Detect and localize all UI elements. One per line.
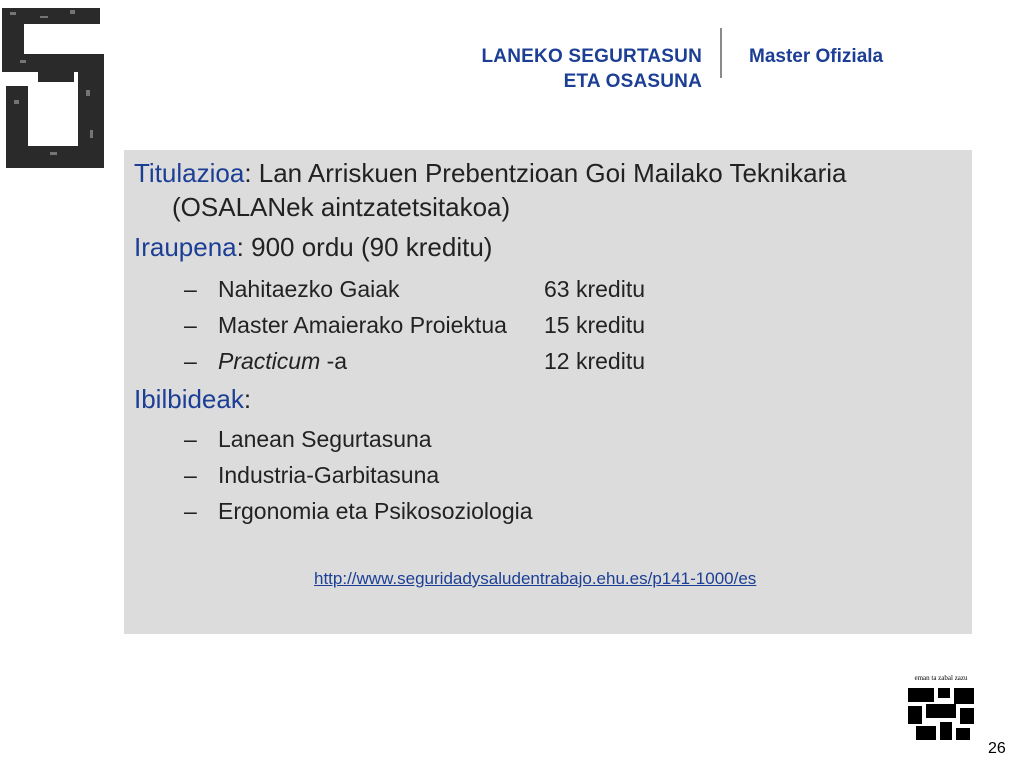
content-panel — [124, 150, 972, 634]
university-logo — [904, 674, 978, 740]
university-emblem-icon — [904, 684, 978, 742]
list-dash: – — [184, 312, 197, 338]
iraupena-value: : 900 ordu (90 kreditu) — [236, 232, 493, 262]
list-dash: – — [184, 462, 197, 488]
iraupena-key: Iraupena — [134, 232, 237, 262]
path-name: Ergonomia eta Psikosoziologia — [218, 498, 533, 524]
path-name: Lanean Segurtasuna — [218, 426, 432, 452]
path-row — [184, 460, 439, 490]
header-title — [482, 44, 703, 94]
list-dash: – — [184, 498, 197, 524]
website-link[interactable]: http://www.seguridadysaludentrabajo.ehu.es/p141-1000/es — [314, 569, 757, 588]
titulazioa-item — [134, 156, 847, 224]
credit-row — [184, 274, 645, 304]
credit-value: 15 kreditu — [544, 312, 646, 338]
header-divider — [720, 28, 722, 78]
ibilbideak-key: Ibilbideak — [134, 384, 244, 414]
list-dash: – — [184, 348, 197, 374]
logo-tagline: eman ta zabal zazu — [914, 674, 968, 682]
list-dash: – — [184, 276, 197, 302]
header-subtitle: Master Ofiziala — [749, 46, 884, 67]
credit-value: 12 kreditu — [544, 348, 646, 374]
titulazioa-key: Titulazioa — [134, 158, 245, 188]
header-title-line2: ETA OSASUNA — [563, 71, 702, 92]
ibilbideak-suffix: : — [243, 384, 252, 414]
titulazioa-line1: : Lan Arriskuen Prebentzioan Goi Mailako Teknikaria — [244, 158, 847, 188]
credit-row — [184, 346, 645, 376]
corner-logo-graphic — [0, 0, 112, 180]
credit-value: 63 kreditu — [544, 276, 646, 302]
credit-name-suffix: -a — [320, 348, 348, 374]
credit-name — [218, 346, 544, 376]
path-name: Industria-Garbitasuna — [218, 462, 440, 488]
iraupena-item — [134, 230, 492, 264]
ibilbideak-item — [134, 382, 251, 416]
list-dash: – — [184, 426, 197, 452]
path-row — [184, 496, 533, 526]
credit-name: Master Amaierako Proiektua — [218, 312, 507, 338]
credit-row — [184, 310, 645, 340]
credit-name: Nahitaezko Gaiak — [218, 276, 400, 302]
credit-name-italic: Practicum — [218, 348, 321, 374]
header-title-line1: LANEKO SEGURTASUN — [481, 46, 702, 67]
path-row — [184, 424, 432, 454]
page-number: 26 — [988, 740, 1006, 757]
titulazioa-line2: (OSALANek aintzatetsitakoa) — [172, 192, 511, 222]
